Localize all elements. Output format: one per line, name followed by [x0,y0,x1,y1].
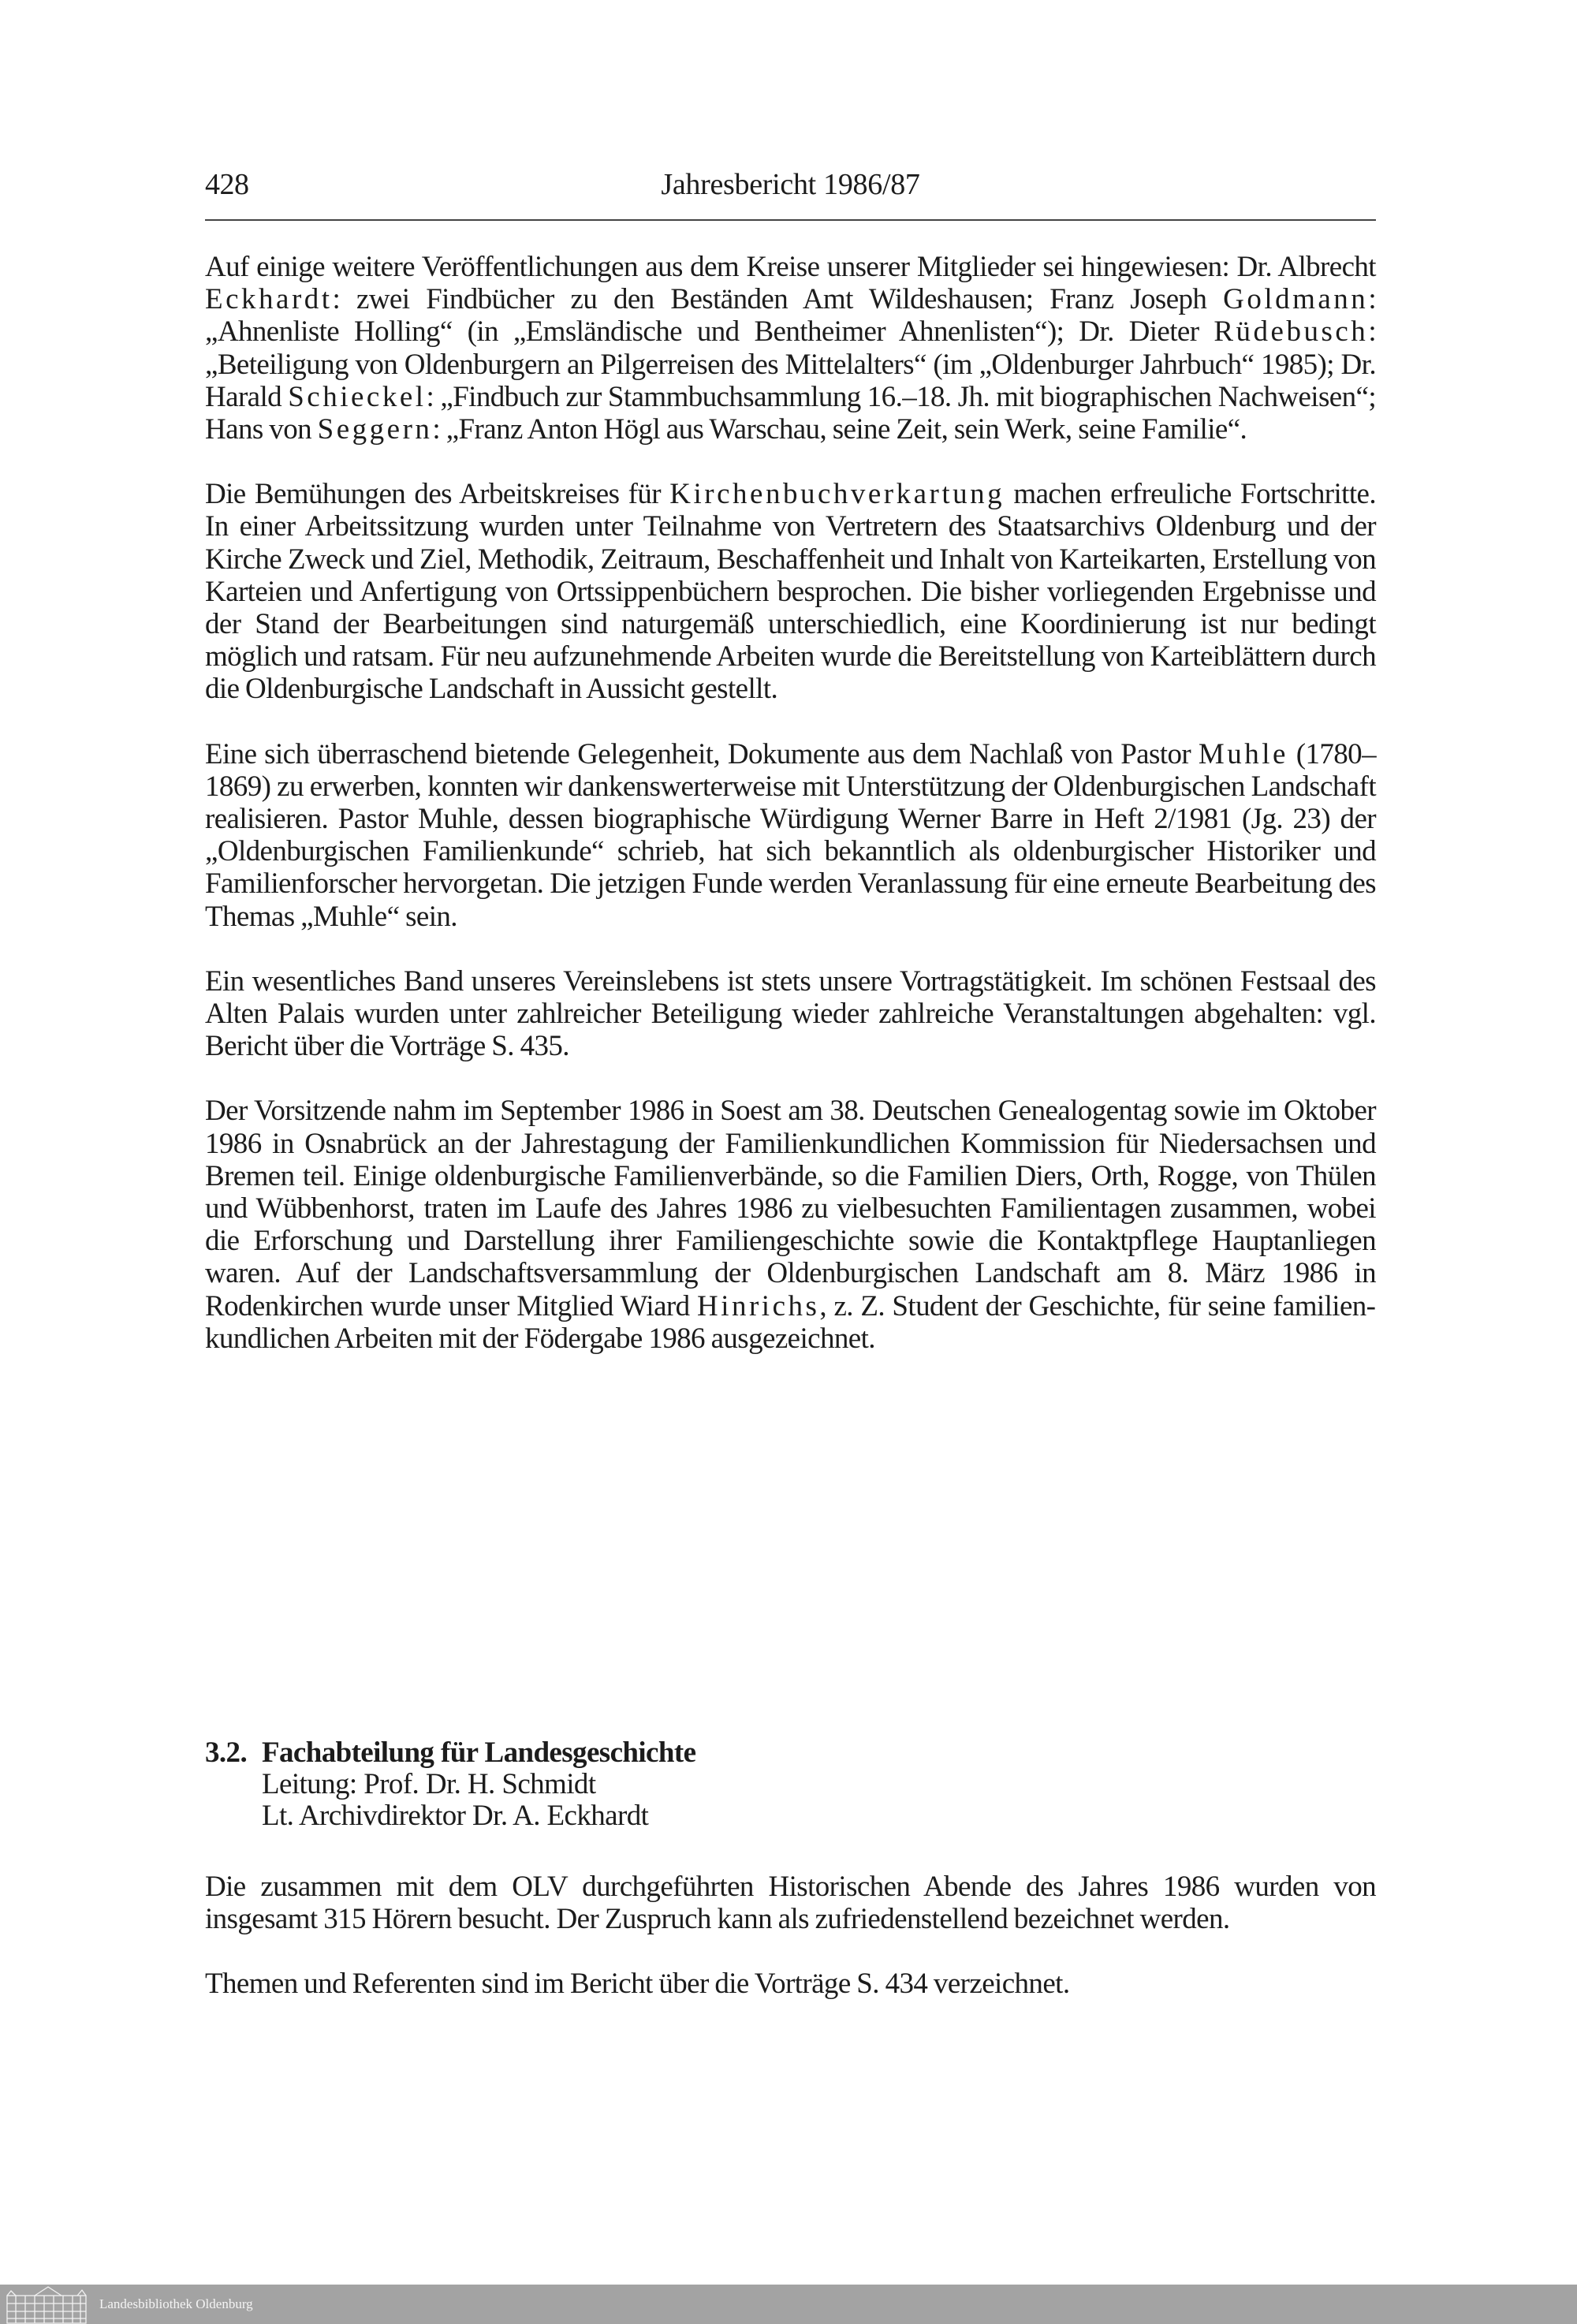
paragraph [205,965,1376,1063]
text-run: , z. Z. Student der Geschichte, für seine familienkundlichen Arbeiten mit der Födergabe 1986 ausgezeichnet. [205,1289,1376,1355]
person-name: Goldmann [1223,283,1369,316]
paragraph [205,478,1376,705]
section-co-lead: Lt. Archivdirektor Dr. A. Eckhardt [262,1800,649,1832]
text-run: : „Findbuch zur Stammbuchsammlung 16.–18. Jh. mit biographischen Nachweisen“; Hans von [205,380,1376,446]
running-title: Jahresbericht 1986/87 [661,168,920,201]
person-name: Kirchenbuchverkartung [669,478,1005,511]
library-name: Landesbibliothek Oldenburg [99,2296,253,2311]
person-name: Seggern [317,413,433,446]
text-run: Die Bemühungen des Arbeitskreises für [205,478,670,511]
page-header [205,167,1376,222]
section-paragraph: Die zusammen mit dem OLV durchgeführten Historischen Abende des Jahres 1986 wurden von insgesamt 315 Hörern besucht. Der Zuspruch kann als zufriedenstellend bezeichnet werden. [205,1871,1376,1936]
section-heading [205,1737,1376,1769]
person-name: Schieckel [288,380,427,413]
person-name: Hinrichs [696,1289,820,1322]
text-run: Der Vorsitzende nahm im September 1986 in Soest am 38. Deutschen Genealogentag sowie im Oktober 1986 in Osnabrück an der Jahrestagung der Familienkundlichen Kommission für Niedersachsen und Bremen teil. Einige oldenburgische Familienverbände, so die Familien Diers, Orth, Rogge, von Thülen und Wübbenhorst, traten im Laufe des Jahres 1986 zu vielbesuchten Familientagen zusammen, wobei die Erforschung und Darstellung ihrer Familiengeschichte sowie die Kontaktpflege Hauptanliegen waren. Auf der Landschaftsversammlung der Oldenburgischen Landschaft am 8. März 1986 in Rodenkirchen wurde unser Mitglied Wiard [205,1095,1376,1322]
text-run: (1780–1869) zu erwerben, konnten wir dankenswerterweise mit Unterstützung der Oldenburgischen Landschaft realisieren. Pastor Muhle, dessen biographische Würdigung Werner Barre in Heft 2/1981 (Jg. 23) der „Oldenburgischen Familienkunde“ schrieb, hat sich bekanntlich als oldenburgischer Historiker und Familienforscher hervorgetan. Die jetzigen Funde werden Veranlassung für eine erneute Bearbeitung des Themas „Muhle“ sein. [205,737,1376,933]
section-3-2 [205,1737,1376,1832]
text-run: Auf einige weitere Veröffentlichungen aus dem Kreise unserer Mitglieder sei hingewiesen: Dr. Albrecht [205,251,1376,283]
text-run: Eine sich überraschend bietende Gelegenheit, Dokumente aus dem Nachlaß von Pastor [205,737,1199,770]
text-run: : „Franz Anton Högl aus Warschau, seine Zeit, sein Werk, seine Familie“. [432,413,1247,446]
paragraph [205,251,1376,446]
body-text [205,251,1376,1387]
person-name: Muhle [1198,737,1288,770]
paragraph [205,738,1376,933]
person-name: Eckhardt [205,283,333,316]
header-divider [205,219,1376,221]
text-run: : „Ahnenliste Holling“ (in „Emsländische und Bentheimer Ahnenlisten“); Dr. Dieter [205,283,1376,349]
page-number: 428 [205,168,249,201]
text-run: machen erfreuliche Fortschritte. In einer Arbeitssitzung wurden unter Teilnahme von Vertretern des Staatsarchivs Oldenburg und der Kirche Zweck und Ziel, Methodik, Zeitraum, Beschaffenheit und Inhalt von Karteikarten, Erstellung von Karteien und Anfertigung von Ortssippenbüchern besprochen. Die bisher vorliegenden Ergebnisse und der Stand der Bearbeitungen sind naturgemäß unterschiedlich, eine Koordinierung ist nur bedingt möglich und ratsam. Für neu aufzunehmende Arbeiten wurde die Bereitstellung von Karteiblättern durch die Oldenburgische Landschaft in Aussicht gestellt. [205,478,1377,706]
section-title: Fachabteilung für Landesgeschichte [262,1736,696,1769]
footer-bar [0,2285,1577,2324]
text-run: Ein wesentliches Band unseres Vereinslebens ist stets unsere Vortragstätigkeit. Im schönen Festsaal des Alten Palais wurden unter zahlreicher Beteiligung wieder zahlreiche Veranstaltungen abgehalten: vgl. Bericht über die Vorträge S. 435. [205,964,1376,1063]
person-name: Rüdebusch [1214,315,1369,349]
section-number: 3.2. [205,1736,248,1769]
text-run: : zwei Findbücher zu den Beständen Amt Wildeshausen; Franz Joseph [332,283,1224,316]
section-paragraph: Themen und Referenten sind im Bericht über die Vorträge S. 434 verzeichnet. [205,1968,1070,2001]
text-run: : „Beteiligung von Oldenburgern an Pilgerreisen des Mittelalters“ (im „Oldenburger Jahrbuch“ 1985); Dr. Harald [205,315,1376,413]
paragraph [205,1095,1376,1355]
section-body [205,1871,1376,2033]
section-leitung: Leitung: Prof. Dr. H. Schmidt [262,1768,596,1800]
library-building-icon [5,2285,91,2324]
